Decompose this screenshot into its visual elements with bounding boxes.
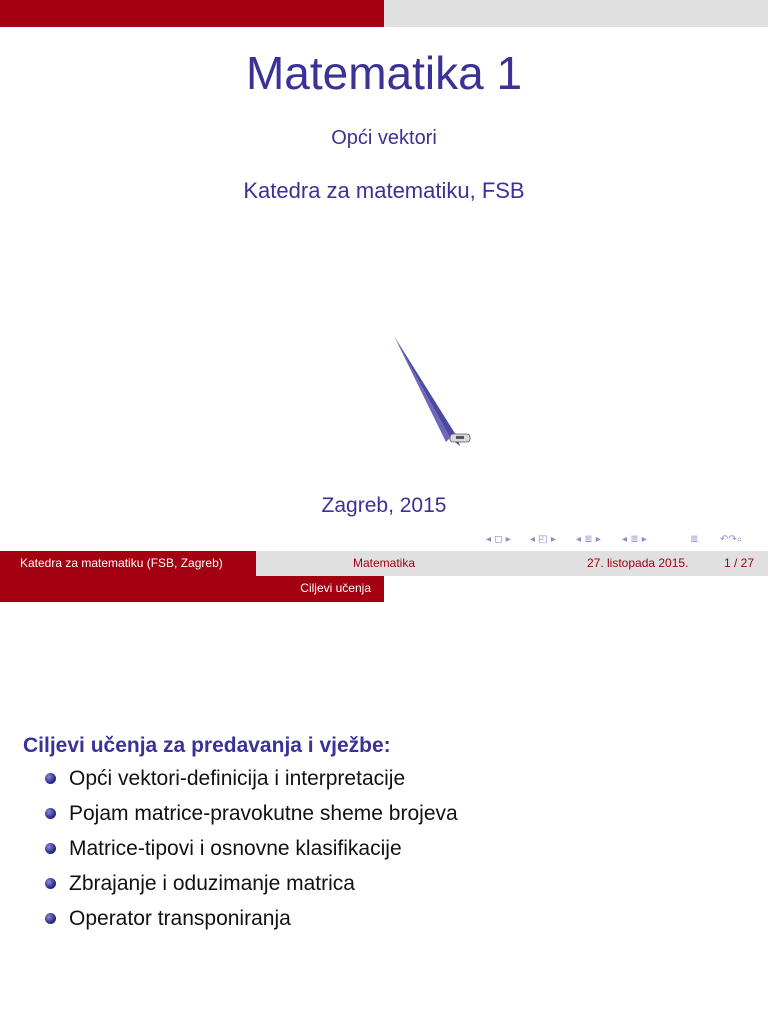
bullet-ball-icon xyxy=(45,843,56,854)
bullet-ball-icon xyxy=(45,808,56,819)
footer-title: Matematika xyxy=(256,551,512,576)
block-title: Ciljevi učenja za predavanja i vježbe: xyxy=(23,734,391,757)
footer-bar xyxy=(0,551,768,576)
footer-author: Katedra za matematiku (FSB, Zagreb) xyxy=(0,551,256,576)
beamer-navigation-icons[interactable] xyxy=(484,534,764,550)
list-item xyxy=(45,835,458,870)
bullet-ball-icon xyxy=(45,773,56,784)
section-header-blank xyxy=(384,576,768,602)
slide-subtitle: Opći vektori xyxy=(331,127,437,149)
list-item xyxy=(45,905,458,940)
pencil-icon xyxy=(380,330,490,455)
header-bar xyxy=(0,0,768,27)
list-item-text: Opći vektori-definicija i interpretacije xyxy=(69,767,406,790)
nav-search-icon[interactable]: ↶↷⌕ xyxy=(720,534,743,545)
section-header-red xyxy=(0,576,384,602)
header-bar-red xyxy=(0,0,384,27)
bullet-ball-icon xyxy=(45,913,56,924)
objectives-slide xyxy=(0,576,768,1024)
list-item-text: Pojam matrice-pravokutne sheme brojeva xyxy=(69,802,458,825)
slide-title: Matematika 1 xyxy=(245,47,523,99)
list-item xyxy=(45,765,458,800)
list-item xyxy=(45,870,458,905)
header-bar-grey xyxy=(384,0,768,27)
list-item-text: Operator transponiranja xyxy=(69,907,291,930)
list-item xyxy=(45,800,458,835)
nav-subsection-icon[interactable]: ◂ ◰ ▸ xyxy=(530,534,556,545)
section-header-label: Ciljevi učenja xyxy=(300,581,371,595)
list-item-text: Matrice-tipovi i osnovne klasifikacije xyxy=(69,837,402,860)
slide-date: Zagreb, 2015 xyxy=(321,494,447,517)
footer-page-number: 1 / 27 xyxy=(723,556,754,570)
nav-frame-prev-icon[interactable]: ◂ ◻ ▸ xyxy=(486,534,511,545)
nav-section-next-icon[interactable]: ◂ ≣ ▸ xyxy=(622,534,647,545)
footer-right xyxy=(512,551,768,576)
bullet-ball-icon xyxy=(45,878,56,889)
list-item-text: Zbrajanje i oduzimanje matrica xyxy=(69,872,355,895)
slide-author: Katedra za matematiku, FSB xyxy=(243,178,525,203)
section-header-bar xyxy=(0,576,768,602)
footer-date: 27. listopada 2015. xyxy=(587,556,689,570)
nav-list-icon[interactable]: ≣ xyxy=(690,534,699,545)
nav-section-prev-icon[interactable]: ◂ ≣ ▸ xyxy=(576,534,601,545)
objectives-list xyxy=(45,765,458,940)
